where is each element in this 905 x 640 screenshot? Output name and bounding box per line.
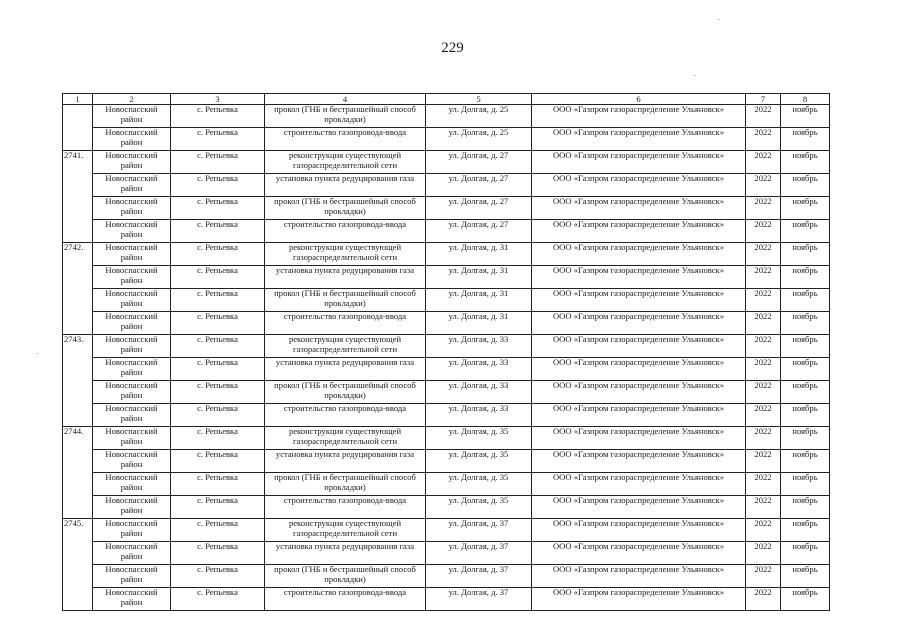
work-type-cell: реконструкция существующей газораспределительной сети: [265, 335, 426, 358]
column-header: 1: [63, 94, 93, 105]
row-number-cell: [63, 105, 93, 151]
address-cell: ул. Долгая, д. 31: [426, 266, 532, 289]
month-cell: ноябрь: [781, 220, 830, 243]
column-header: 2: [93, 94, 171, 105]
organization-cell: ООО «Газпром газораспределение Ульяновск»: [532, 404, 746, 427]
organization-cell: ООО «Газпром газораспределение Ульяновск»: [532, 151, 746, 174]
month-cell: ноябрь: [781, 427, 830, 450]
table-row: [63, 243, 830, 266]
month-cell: ноябрь: [781, 473, 830, 496]
work-type-cell: прокол (ГНБ и бестраншейный способ прокладки): [265, 105, 426, 128]
district-cell: Новоспасский район: [93, 496, 171, 519]
year-cell: 2022: [746, 404, 781, 427]
work-type-cell: установка пункта редуцирования газа: [265, 542, 426, 565]
district-cell: Новоспасский район: [93, 243, 171, 266]
column-header: 7: [746, 94, 781, 105]
work-type-cell: прокол (ГНБ и бестраншейный способ прокладки): [265, 381, 426, 404]
organization-cell: ООО «Газпром газораспределение Ульяновск»: [532, 105, 746, 128]
table-row: [63, 404, 830, 427]
work-type-cell: прокол (ГНБ и бестраншейный способ прокладки): [265, 565, 426, 588]
village-cell: с. Репьевка: [171, 404, 265, 427]
address-cell: ул. Долгая, д. 37: [426, 565, 532, 588]
village-cell: с. Репьевка: [171, 174, 265, 197]
work-type-cell: строительство газопровода-ввода: [265, 128, 426, 151]
year-cell: 2022: [746, 289, 781, 312]
month-cell: ноябрь: [781, 243, 830, 266]
village-cell: с. Репьевка: [171, 335, 265, 358]
month-cell: ноябрь: [781, 565, 830, 588]
organization-cell: ООО «Газпром газораспределение Ульяновск»: [532, 128, 746, 151]
organization-cell: ООО «Газпром газораспределение Ульяновск»: [532, 427, 746, 450]
organization-cell: ООО «Газпром газораспределение Ульяновск»: [532, 588, 746, 611]
district-cell: Новоспасский район: [93, 427, 171, 450]
work-type-cell: прокол (ГНБ и бестраншейный способ прокладки): [265, 473, 426, 496]
work-type-cell: реконструкция существующей газораспределительной сети: [265, 151, 426, 174]
row-number-cell: 2742.: [63, 243, 93, 335]
table-row: [63, 105, 830, 128]
district-cell: Новоспасский район: [93, 335, 171, 358]
village-cell: с. Репьевка: [171, 151, 265, 174]
year-cell: 2022: [746, 220, 781, 243]
month-cell: ноябрь: [781, 128, 830, 151]
district-cell: Новоспасский район: [93, 565, 171, 588]
column-header: 5: [426, 94, 532, 105]
address-cell: ул. Долгая, д. 25: [426, 105, 532, 128]
address-cell: ул. Долгая, д. 27: [426, 151, 532, 174]
village-cell: с. Репьевка: [171, 427, 265, 450]
district-cell: Новоспасский район: [93, 542, 171, 565]
page-number: 229: [441, 40, 464, 56]
village-cell: с. Репьевка: [171, 565, 265, 588]
month-cell: ноябрь: [781, 496, 830, 519]
month-cell: ноябрь: [781, 519, 830, 542]
year-cell: 2022: [746, 128, 781, 151]
month-cell: ноябрь: [781, 266, 830, 289]
district-cell: Новоспасский район: [93, 151, 171, 174]
district-cell: Новоспасский район: [93, 312, 171, 335]
address-cell: ул. Долгая, д. 35: [426, 473, 532, 496]
work-type-cell: строительство газопровода-ввода: [265, 588, 426, 611]
year-cell: 2022: [746, 266, 781, 289]
row-number-cell: 2745.: [63, 519, 93, 611]
village-cell: с. Репьевка: [171, 473, 265, 496]
year-cell: 2022: [746, 151, 781, 174]
month-cell: ноябрь: [781, 289, 830, 312]
organization-cell: ООО «Газпром газораспределение Ульяновск»: [532, 289, 746, 312]
column-header: 4: [265, 94, 426, 105]
year-cell: 2022: [746, 312, 781, 335]
year-cell: 2022: [746, 358, 781, 381]
year-cell: 2022: [746, 588, 781, 611]
village-cell: с. Репьевка: [171, 519, 265, 542]
table-row: [63, 358, 830, 381]
year-cell: 2022: [746, 197, 781, 220]
address-cell: ул. Долгая, д. 37: [426, 588, 532, 611]
year-cell: 2022: [746, 450, 781, 473]
work-type-cell: установка пункта редуцирования газа: [265, 450, 426, 473]
work-type-cell: прокол (ГНБ и бестраншейный способ прокладки): [265, 197, 426, 220]
district-cell: Новоспасский район: [93, 450, 171, 473]
address-cell: ул. Долгая, д. 33: [426, 335, 532, 358]
address-cell: ул. Долгая, д. 27: [426, 197, 532, 220]
year-cell: 2022: [746, 105, 781, 128]
address-cell: ул. Долгая, д. 31: [426, 243, 532, 266]
organization-cell: ООО «Газпром газораспределение Ульяновск»: [532, 565, 746, 588]
village-cell: с. Репьевка: [171, 197, 265, 220]
table-row: [63, 381, 830, 404]
table-row: [63, 151, 830, 174]
district-cell: Новоспасский район: [93, 266, 171, 289]
table-row: [63, 519, 830, 542]
scan-speck: ·: [36, 350, 39, 358]
district-cell: Новоспасский район: [93, 289, 171, 312]
address-cell: ул. Долгая, д. 35: [426, 450, 532, 473]
district-cell: Новоспасский район: [93, 404, 171, 427]
work-type-cell: установка пункта редуцирования газа: [265, 266, 426, 289]
year-cell: 2022: [746, 381, 781, 404]
village-cell: с. Репьевка: [171, 588, 265, 611]
village-cell: с. Репьевка: [171, 243, 265, 266]
address-cell: ул. Долгая, д. 25: [426, 128, 532, 151]
work-type-cell: установка пункта редуцирования газа: [265, 358, 426, 381]
row-number-cell: 2744.: [63, 427, 93, 519]
table-row: [63, 174, 830, 197]
village-cell: с. Репьевка: [171, 542, 265, 565]
header-row: [63, 94, 830, 105]
address-cell: ул. Долгая, д. 33: [426, 358, 532, 381]
scan-speck: ·: [694, 72, 697, 80]
month-cell: ноябрь: [781, 542, 830, 565]
table-row: [63, 335, 830, 358]
organization-cell: ООО «Газпром газораспределение Ульяновск»: [532, 220, 746, 243]
organization-cell: ООО «Газпром газораспределение Ульяновск»: [532, 496, 746, 519]
organization-cell: ООО «Газпром газораспределение Ульяновск»: [532, 335, 746, 358]
district-cell: Новоспасский район: [93, 197, 171, 220]
table-row: [63, 266, 830, 289]
month-cell: ноябрь: [781, 105, 830, 128]
year-cell: 2022: [746, 335, 781, 358]
organization-cell: ООО «Газпром газораспределение Ульяновск»: [532, 381, 746, 404]
year-cell: 2022: [746, 519, 781, 542]
work-type-cell: строительство газопровода-ввода: [265, 404, 426, 427]
village-cell: с. Репьевка: [171, 358, 265, 381]
table-row: [63, 565, 830, 588]
table-row: [63, 542, 830, 565]
address-cell: ул. Долгая, д. 33: [426, 381, 532, 404]
village-cell: с. Репьевка: [171, 312, 265, 335]
month-cell: ноябрь: [781, 404, 830, 427]
work-type-cell: строительство газопровода-ввода: [265, 312, 426, 335]
month-cell: ноябрь: [781, 312, 830, 335]
table-row: [63, 588, 830, 611]
scan-speck: ·: [718, 16, 721, 24]
year-cell: 2022: [746, 473, 781, 496]
district-cell: Новоспасский район: [93, 473, 171, 496]
district-cell: Новоспасский район: [93, 220, 171, 243]
month-cell: ноябрь: [781, 358, 830, 381]
organization-cell: ООО «Газпром газораспределение Ульяновск»: [532, 243, 746, 266]
organization-cell: ООО «Газпром газораспределение Ульяновск»: [532, 358, 746, 381]
table-row: [63, 220, 830, 243]
district-cell: Новоспасский район: [93, 519, 171, 542]
year-cell: 2022: [746, 565, 781, 588]
row-number-cell: 2741.: [63, 151, 93, 243]
year-cell: 2022: [746, 243, 781, 266]
address-cell: ул. Долгая, д. 37: [426, 519, 532, 542]
village-cell: с. Репьевка: [171, 496, 265, 519]
year-cell: 2022: [746, 427, 781, 450]
village-cell: с. Репьевка: [171, 381, 265, 404]
district-cell: Новоспасский район: [93, 381, 171, 404]
table-row: [63, 473, 830, 496]
month-cell: ноябрь: [781, 335, 830, 358]
year-cell: 2022: [746, 542, 781, 565]
work-type-cell: реконструкция существующей газораспределительной сети: [265, 519, 426, 542]
address-cell: ул. Долгая, д. 37: [426, 542, 532, 565]
column-header: 3: [171, 94, 265, 105]
village-cell: с. Репьевка: [171, 220, 265, 243]
organization-cell: ООО «Газпром газораспределение Ульяновск»: [532, 174, 746, 197]
month-cell: ноябрь: [781, 588, 830, 611]
table-row: [63, 289, 830, 312]
work-type-cell: реконструкция существующей газораспределительной сети: [265, 243, 426, 266]
village-cell: с. Репьевка: [171, 128, 265, 151]
district-cell: Новоспасский район: [93, 128, 171, 151]
work-type-cell: реконструкция существующей газораспределительной сети: [265, 427, 426, 450]
village-cell: с. Репьевка: [171, 266, 265, 289]
district-cell: Новоспасский район: [93, 588, 171, 611]
district-cell: Новоспасский район: [93, 174, 171, 197]
address-cell: ул. Долгая, д. 35: [426, 496, 532, 519]
village-cell: с. Репьевка: [171, 105, 265, 128]
year-cell: 2022: [746, 496, 781, 519]
district-cell: Новоспасский район: [93, 105, 171, 128]
table-row: [63, 128, 830, 151]
month-cell: ноябрь: [781, 450, 830, 473]
organization-cell: ООО «Газпром газораспределение Ульяновск»: [532, 519, 746, 542]
table-row: [63, 496, 830, 519]
column-header: 8: [781, 94, 830, 105]
month-cell: ноябрь: [781, 151, 830, 174]
table-row: [63, 427, 830, 450]
address-cell: ул. Долгая, д. 33: [426, 404, 532, 427]
organization-cell: ООО «Газпром газораспределение Ульяновск»: [532, 542, 746, 565]
data-table: [62, 93, 830, 611]
organization-cell: ООО «Газпром газораспределение Ульяновск»: [532, 312, 746, 335]
table-body: [63, 105, 830, 611]
table-row: [63, 312, 830, 335]
work-type-cell: установка пункта редуцирования газа: [265, 174, 426, 197]
row-number-cell: 2743.: [63, 335, 93, 427]
address-cell: ул. Долгая, д. 27: [426, 174, 532, 197]
organization-cell: ООО «Газпром газораспределение Ульяновск»: [532, 197, 746, 220]
organization-cell: ООО «Газпром газораспределение Ульяновск»: [532, 450, 746, 473]
address-cell: ул. Долгая, д. 27: [426, 220, 532, 243]
table-row: [63, 197, 830, 220]
address-cell: ул. Долгая, д. 31: [426, 289, 532, 312]
table-row: [63, 450, 830, 473]
work-type-cell: строительство газопровода-ввода: [265, 496, 426, 519]
work-type-cell: строительство газопровода-ввода: [265, 220, 426, 243]
village-cell: с. Репьевка: [171, 289, 265, 312]
work-type-cell: прокол (ГНБ и бестраншейный способ прокладки): [265, 289, 426, 312]
column-header: 6: [532, 94, 746, 105]
organization-cell: ООО «Газпром газораспределение Ульяновск»: [532, 266, 746, 289]
district-cell: Новоспасский район: [93, 358, 171, 381]
village-cell: с. Репьевка: [171, 450, 265, 473]
month-cell: ноябрь: [781, 197, 830, 220]
address-cell: ул. Долгая, д. 31: [426, 312, 532, 335]
organization-cell: ООО «Газпром газораспределение Ульяновск»: [532, 473, 746, 496]
month-cell: ноябрь: [781, 381, 830, 404]
address-cell: ул. Долгая, д. 35: [426, 427, 532, 450]
year-cell: 2022: [746, 174, 781, 197]
month-cell: ноябрь: [781, 174, 830, 197]
